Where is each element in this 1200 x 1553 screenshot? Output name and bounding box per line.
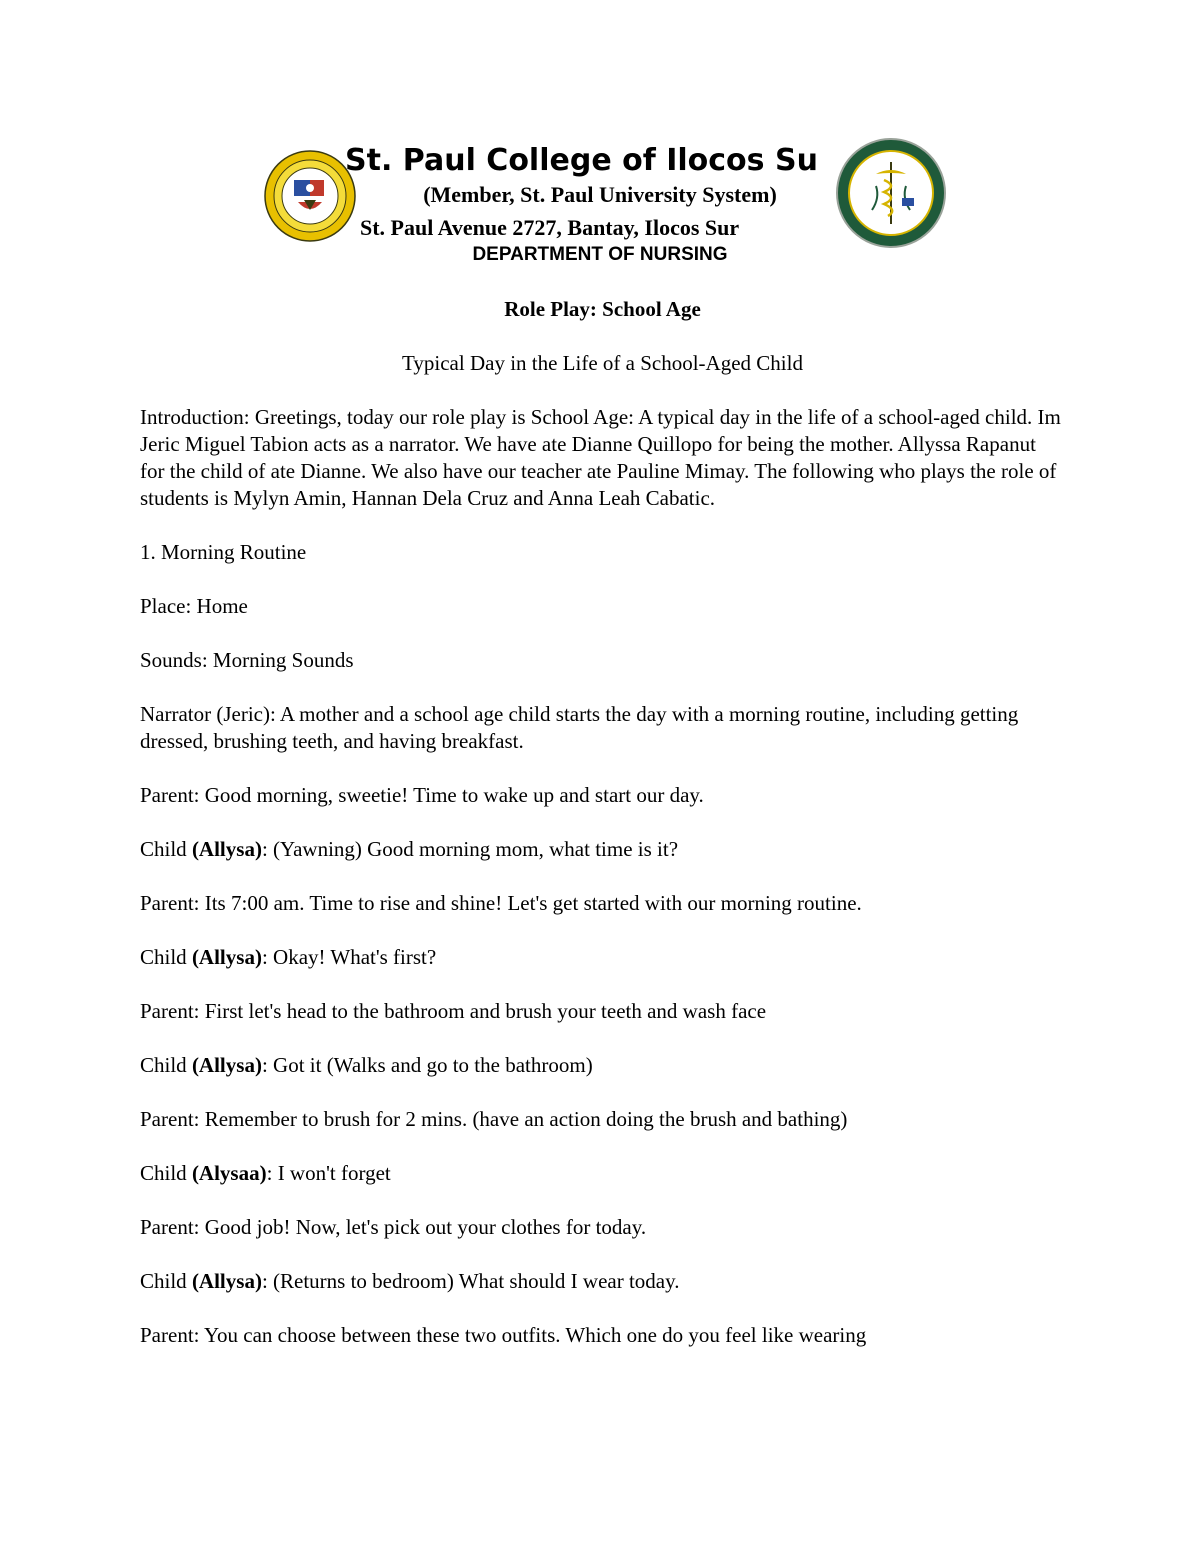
dialogue-line: Parent: You can choose between these two outfits. Which one do you feel like wearing [140, 1323, 867, 1347]
document-body [140, 296, 1065, 1376]
section-heading: 1. Morning Routine [140, 540, 307, 564]
dialogue-line: Parent: Good job! Now, let's pick out your clothes for today. [140, 1215, 647, 1239]
place-line: Place: Home [140, 594, 248, 618]
speaker-tag: (Allysa) [191, 1053, 262, 1077]
dialogue-line: Parent: Good morning, sweetie! Time to wake up and start our day. [140, 783, 704, 807]
address-line: St. Paul Avenue 2727, Bantay, Ilocos Sur [360, 215, 740, 240]
speaker-tag: (Allysa) [191, 1269, 262, 1293]
dialogue-line: Parent: First let's head to the bathroom and brush your teeth and wash face [140, 999, 767, 1023]
dialogue-line: Parent: Its 7:00 am. Time to rise and shine! Let's get started with our morning routine. [140, 891, 862, 915]
introduction-paragraph: Introduction: Greetings, today our role play is School Age: A typical day in the life of a school-aged child. Im Jeric Miguel Tabion acts as a narrator. We have ate Dianne Quillopo for being the mother. Allyssa Rapanut for the child of ate Dianne. We also have our teacher ate Pauline Mimay. The following who plays the role of students is Mylyn Amin, Hannan Dela Cruz and Anna Leah Cabatic. [140, 405, 1061, 510]
dialogue-line: Child (Allysa): Got it (Walks and go to the bathroom) [140, 1053, 593, 1077]
speaker-tag: (Allysa) [191, 837, 262, 861]
department-line: DEPARTMENT OF NURSING [472, 244, 728, 265]
dialogue-line: Child (Allysa): Okay! What's first? [140, 945, 437, 969]
document-title: Role Play: School Age [504, 297, 701, 321]
narration-paragraph: Narrator (Jeric): A mother and a school age child starts the day with a morning routine, including getting dressed, brushing teeth, and having breakfast. [140, 702, 1019, 753]
sounds-line: Sounds: Morning Sounds [140, 648, 354, 672]
speaker-tag: (Allysa) [191, 945, 262, 969]
document-subtitle: Typical Day in the Life of a School-Aged Child [402, 351, 803, 375]
college-name: St. Paul College of Ilocos Su [345, 143, 818, 178]
speaker-tag: (Alysaa) [191, 1161, 267, 1185]
dialogue-line: Child (Allysa): (Returns to bedroom) What should I wear today. [140, 1269, 680, 1293]
dialogue-line: Parent: Remember to brush for 2 mins. (have an action doing the brush and bathing) [140, 1107, 848, 1131]
member-line: (Member, St. Paul University System) [423, 182, 777, 207]
dialogue-line: Child (Allysa): (Yawning) Good morning mom, what time is it? [140, 837, 679, 861]
dialogue-line: Child (Alysaa): I won't forget [140, 1161, 391, 1185]
